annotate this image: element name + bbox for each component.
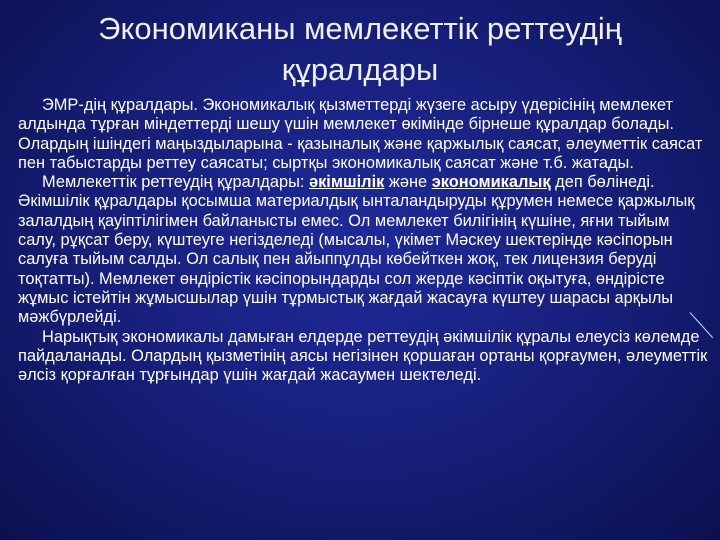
slide-title — [40, 8, 680, 90]
title-line-2: құралдары — [281, 52, 439, 87]
paragraph-2-rest: деп бөлінеді. Әкімшілік құралдары қосымша материалдық ынталандыруды құрумен немесе қаржылық залалдың қауіптілігімен байланысты емес. Ол мемлекет билігінің күшіне, яғни тыйым салу, рұқсат беру, күштеуге негізделеді (мысалы, үкімет Мәскеу шектерінде кәсіпорын салуға тыйым салды. Ол салық пен айыппұлды көбейткен жоқ, тек лицензия беруді тоқтатты). Мемлекет өндірістік кәсіпорындарды сол жерде кәсіптік оқытуға, өндірісте жұмыс істейтін жұмысшылар үшін тұрмыстық жағдай жасауға күштеу шарасы арқылы мәжбүрлейді. — [18, 173, 695, 327]
paragraph-2 — [18, 173, 708, 327]
title-line-1: Экономиканы мемлекеттік реттеудің — [98, 11, 622, 46]
paragraph-1: ЭМР-дің құралдары. Экономикалық қызметтерді жүзеге асыру үдерісінің мемлекет алдында тұрған міндеттерді шешу үшін мемлекет өкімінде бірнеше құралдар болады. Олардың ішіндегі маңыздыларына - қазыналық және қаржылық саясат, әлеуметтік саясат пен табыстарды реттеу саясаты; сыртқы экономикалық саясат және т.б. жатады. — [18, 96, 703, 172]
underlined-term-economic: экономикалық — [431, 173, 551, 192]
underlined-term-administrative: әкімшілік — [308, 173, 385, 192]
paragraph-2-conjunction: және — [384, 173, 432, 192]
paragraph-2-intro: Мемлекеттік реттеудің құралдары: — [42, 173, 309, 192]
slide-body — [18, 96, 708, 385]
paragraph-3: Нарықтық экономикалы дамыған елдерде реттеудің әкімшілік құралы елеусіз көлемде пайдаланады. Олардың қызметінің аясы негізінен қоршаған ортаны қорғаумен, әлеуметтік әлсіз қорғалған тұрғындар үшін жағдай жасаумен шектеледі. — [18, 327, 708, 385]
